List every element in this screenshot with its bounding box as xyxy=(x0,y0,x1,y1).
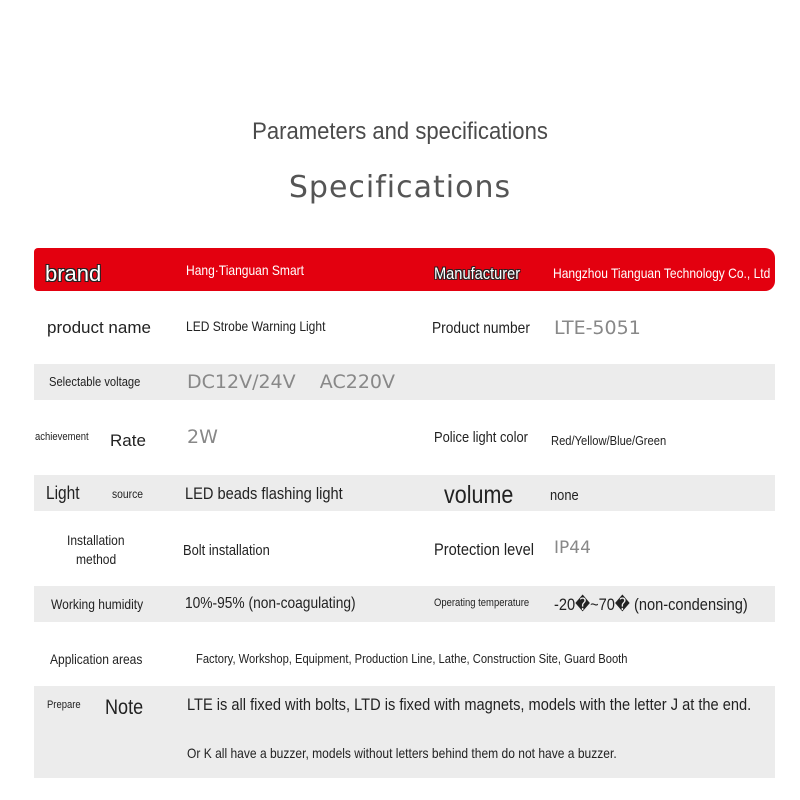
voltage-label: Selectable voltage xyxy=(49,374,141,389)
section-title: Parameters and specifications xyxy=(252,118,548,145)
rate-label: Rate xyxy=(110,431,146,450)
table-row-note xyxy=(34,686,775,778)
operating-temperature-value: -20�~70� (non-condensing) xyxy=(554,595,748,614)
product-number-label: Product number xyxy=(432,320,530,337)
rate-value: 2W xyxy=(187,426,218,448)
humidity-value: 10%-95% (non-coagulating) xyxy=(185,595,356,612)
humidity-label: Working humidity xyxy=(51,596,144,612)
brand-label: brand xyxy=(45,261,102,286)
voltage-value: DC12V/24V AC220V xyxy=(187,371,395,393)
police-light-color-value: Red/Yellow/Blue/Green xyxy=(551,433,667,448)
application-areas-label: Application areas xyxy=(50,651,143,667)
installation-label-line1: Installation xyxy=(67,532,125,548)
light-label: Light xyxy=(46,483,80,503)
table-row-brand xyxy=(34,248,775,291)
table-row-installation xyxy=(34,528,775,570)
volume-value: none xyxy=(550,487,579,504)
note-line-1: LTE is all fixed with bolts, LTD is fixed with magnets, models with the letter J at the end. xyxy=(187,695,752,714)
product-name-value: LED Strobe Warning Light xyxy=(186,318,326,334)
manufacturer-value: Hangzhou Tianguan Technology Co., Ltd xyxy=(553,265,771,281)
installation-label-line2: method xyxy=(76,551,117,567)
protection-level-value: IP44 xyxy=(554,538,591,558)
police-light-color-label: Police light color xyxy=(434,429,528,446)
installation-value: Bolt installation xyxy=(183,542,270,559)
product-name-label: product name xyxy=(47,318,151,337)
application-areas-value: Factory, Workshop, Equipment, Production Line, Lathe, Construction Site, Guard Booth xyxy=(196,651,628,666)
light-source-value: LED beads flashing light xyxy=(185,484,343,503)
table-row-humidity xyxy=(34,586,775,622)
table-row-application xyxy=(34,640,775,678)
table-row-light-source xyxy=(34,475,775,511)
achievement-label: achievement xyxy=(35,431,89,443)
brand-value: Hang·Tianguan Smart xyxy=(186,262,305,278)
protection-level-label: Protection level xyxy=(434,540,534,559)
section-subtitle: Specifications xyxy=(288,170,512,205)
table-row-rate xyxy=(34,420,775,458)
table-row-product xyxy=(34,306,775,348)
volume-label: volume xyxy=(444,481,514,509)
table-row-voltage xyxy=(34,364,775,400)
source-label: source xyxy=(112,487,143,501)
product-number-value: LTE-5051 xyxy=(554,317,641,339)
note-label: Note xyxy=(105,696,144,719)
manufacturer-label: Manufacturer xyxy=(434,264,521,283)
operating-temperature-label: Operating temperature xyxy=(434,597,530,609)
note-line-2: Or K all have a buzzer, models without letters behind them do not have a buzzer. xyxy=(187,745,617,761)
prepare-label: Prepare xyxy=(47,699,81,711)
